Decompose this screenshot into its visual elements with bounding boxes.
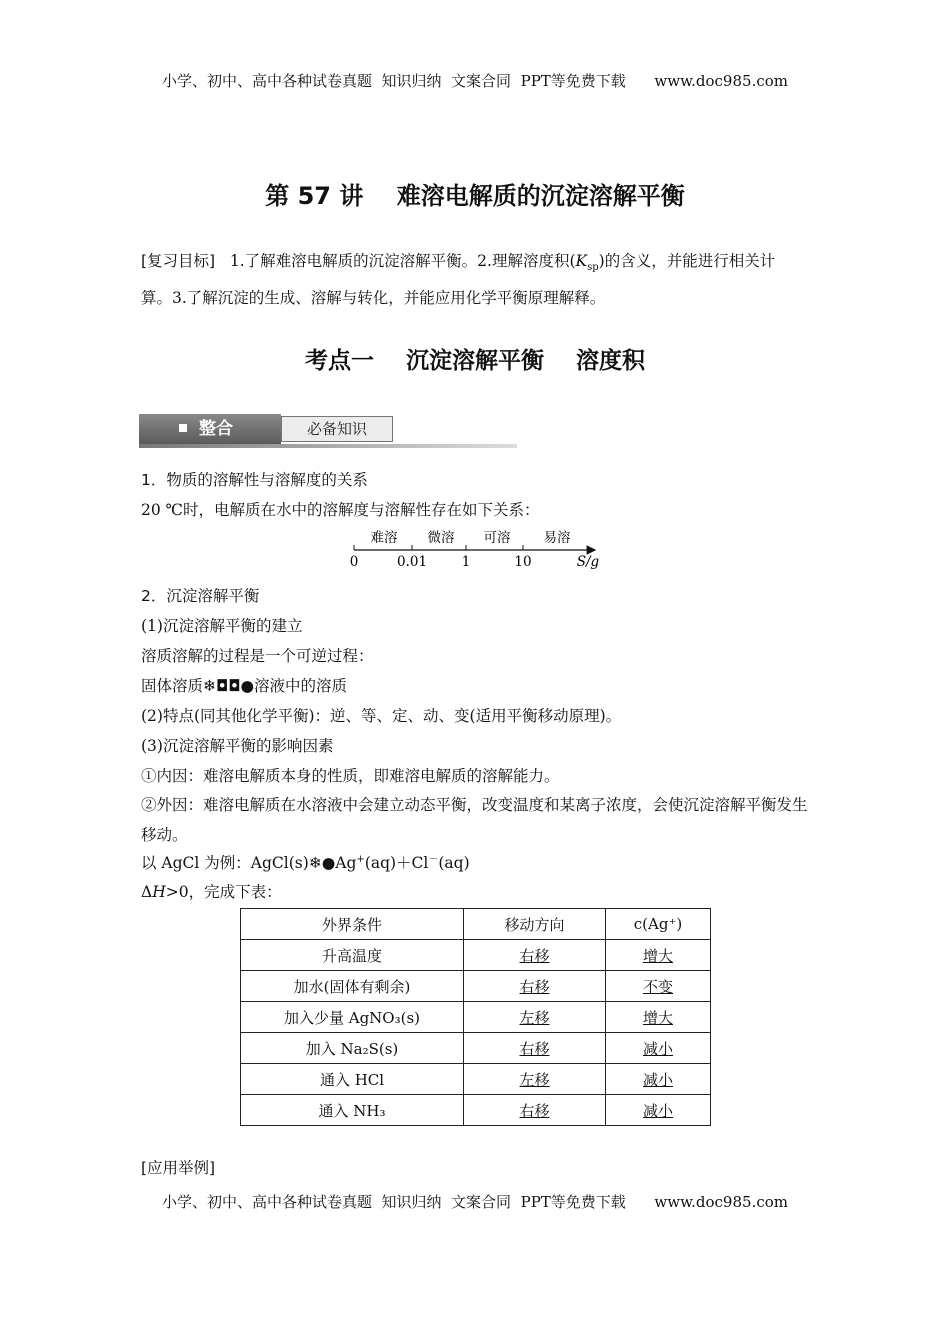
table-row xyxy=(241,971,711,1002)
table-header: c(Ag⁺) xyxy=(606,909,711,940)
tick-label: 0 xyxy=(349,554,359,570)
section-title: 考点一 沉淀溶解平衡 溶度积 xyxy=(304,348,646,374)
table-cell xyxy=(606,940,711,971)
answer: 减小 xyxy=(642,1039,673,1058)
table-cell: 升高温度 xyxy=(241,940,464,971)
answer: 减小 xyxy=(642,1101,673,1120)
answer: 右移 xyxy=(519,1101,550,1120)
page-title: 第 57 讲 难溶电解质的沉淀溶解平衡 xyxy=(265,182,685,210)
ksp-sub: sp xyxy=(587,262,599,274)
square-icon xyxy=(179,424,187,432)
p2-7: ②外因：难溶电解质在水溶液中会建立动态平衡，改变温度和某离子浓度，会使沉淀溶解平衡发生移动。 xyxy=(141,796,808,844)
banner-left xyxy=(139,414,281,444)
banner-left-label: 整合 xyxy=(199,419,233,439)
scale-label: 易溶 xyxy=(543,530,571,546)
ksp-k: K xyxy=(575,252,588,270)
answer: 减小 xyxy=(642,1070,673,1089)
review-label: [复习目标] xyxy=(141,252,216,270)
p1-text: 20 ℃时，电解质在水中的溶解度与溶解性存在如下关系： xyxy=(141,501,540,519)
example-sup: + xyxy=(356,854,365,865)
example-part: (aq) xyxy=(438,854,470,873)
table-cell: 加入 Na₂S(s) xyxy=(241,1033,464,1064)
example-part: 以 AgCl 为例：AgCl(s)❄●Ag xyxy=(141,854,357,873)
h-symbol: H xyxy=(152,883,166,901)
table-header: 移动方向 xyxy=(464,909,606,940)
page-header: 小学、初中、高中各种试卷真题 知识归纳 文案合同 PPT等免费下载 www.doc985.com xyxy=(161,72,788,90)
table-row xyxy=(241,940,711,971)
heading-1: 1．物质的溶解性与溶解度的关系 xyxy=(141,471,368,489)
scale-label: 难溶 xyxy=(370,530,398,546)
table-cell xyxy=(606,1033,711,1064)
review-line1-b: )的含义，并能进行相关计 xyxy=(598,252,776,270)
answer: 左移 xyxy=(519,1008,550,1027)
banner-rule xyxy=(139,444,517,448)
example-sup: － xyxy=(428,854,439,865)
answer: 增大 xyxy=(642,1008,673,1027)
table-cell xyxy=(464,1033,606,1064)
table-cell xyxy=(464,1064,606,1095)
table-cell xyxy=(464,971,606,1002)
table-row xyxy=(241,1033,711,1064)
delta-symbol: Δ xyxy=(141,883,153,901)
agcl-example xyxy=(141,850,470,873)
table-cell xyxy=(606,1002,711,1033)
solubility-scale xyxy=(340,524,610,572)
review-objectives xyxy=(141,246,811,313)
p2-4: (2)特点(同其他化学平衡)：逆、等、定、动、变(适用平衡移动原理)。 xyxy=(141,707,622,725)
answer: 右移 xyxy=(519,1039,550,1058)
table-cell: 通入 HCl xyxy=(241,1064,464,1095)
answer: 增大 xyxy=(642,946,673,965)
p2-2: 溶质溶解的过程是一个可逆过程： xyxy=(141,647,374,665)
axis-label: S/g xyxy=(576,554,600,570)
tick-label: 10 xyxy=(514,554,532,570)
scale-label: 微溶 xyxy=(427,530,455,546)
table-cell xyxy=(464,1095,606,1126)
table-row xyxy=(241,1002,711,1033)
table-header: 外界条件 xyxy=(241,909,464,940)
scale-label: 可溶 xyxy=(483,530,511,546)
p2-5: (3)沉淀溶解平衡的影响因素 xyxy=(141,737,334,755)
banner-right: 必备知识 xyxy=(281,416,393,442)
table-row xyxy=(241,1064,711,1095)
review-line2: 算。3.了解沉淀的生成、溶解与转化，并能应用化学平衡原理解释。 xyxy=(141,289,606,308)
table-cell xyxy=(606,1095,711,1126)
answer: 左移 xyxy=(519,1070,550,1089)
delta-h-line xyxy=(141,880,282,902)
table-header-row xyxy=(241,909,711,940)
section-banner xyxy=(139,414,517,448)
table-cell xyxy=(606,1064,711,1095)
page-footer: 小学、初中、高中各种试卷真题 知识归纳 文案合同 PPT等免费下载 www.doc985.com xyxy=(161,1193,788,1211)
table-cell: 加水(固体有剩余) xyxy=(241,971,464,1002)
table-cell xyxy=(606,971,711,1002)
table-cell xyxy=(464,1002,606,1033)
table-row xyxy=(241,1095,711,1126)
tick-label: 0.01 xyxy=(396,554,428,570)
answer: 右移 xyxy=(519,977,550,996)
table-cell: 通入 NH₃ xyxy=(241,1095,464,1126)
apply-heading: [应用举例] xyxy=(141,1159,216,1177)
effect-table xyxy=(240,908,711,1126)
table-cell xyxy=(464,940,606,971)
review-line1-a: 1.了解难溶电解质的沉淀溶解平衡。2.理解溶度积( xyxy=(229,252,576,270)
p2-6: ①内因：难溶电解质本身的性质，即难溶电解质的溶解能力。 xyxy=(141,767,560,785)
delta-h-text: >0，完成下表： xyxy=(165,883,282,901)
heading-2: 2．沉淀溶解平衡 xyxy=(141,587,260,605)
p2-3: 固体溶质❄◘◘●溶液中的溶质 xyxy=(141,677,348,695)
p2-1: (1)沉淀溶解平衡的建立 xyxy=(141,617,303,635)
answer: 右移 xyxy=(519,946,550,965)
table-cell: 加入少量 AgNO₃(s) xyxy=(241,1002,464,1033)
example-part: (aq)＋Cl xyxy=(364,854,429,873)
tick-label: 1 xyxy=(461,554,471,570)
answer: 不变 xyxy=(642,977,673,996)
